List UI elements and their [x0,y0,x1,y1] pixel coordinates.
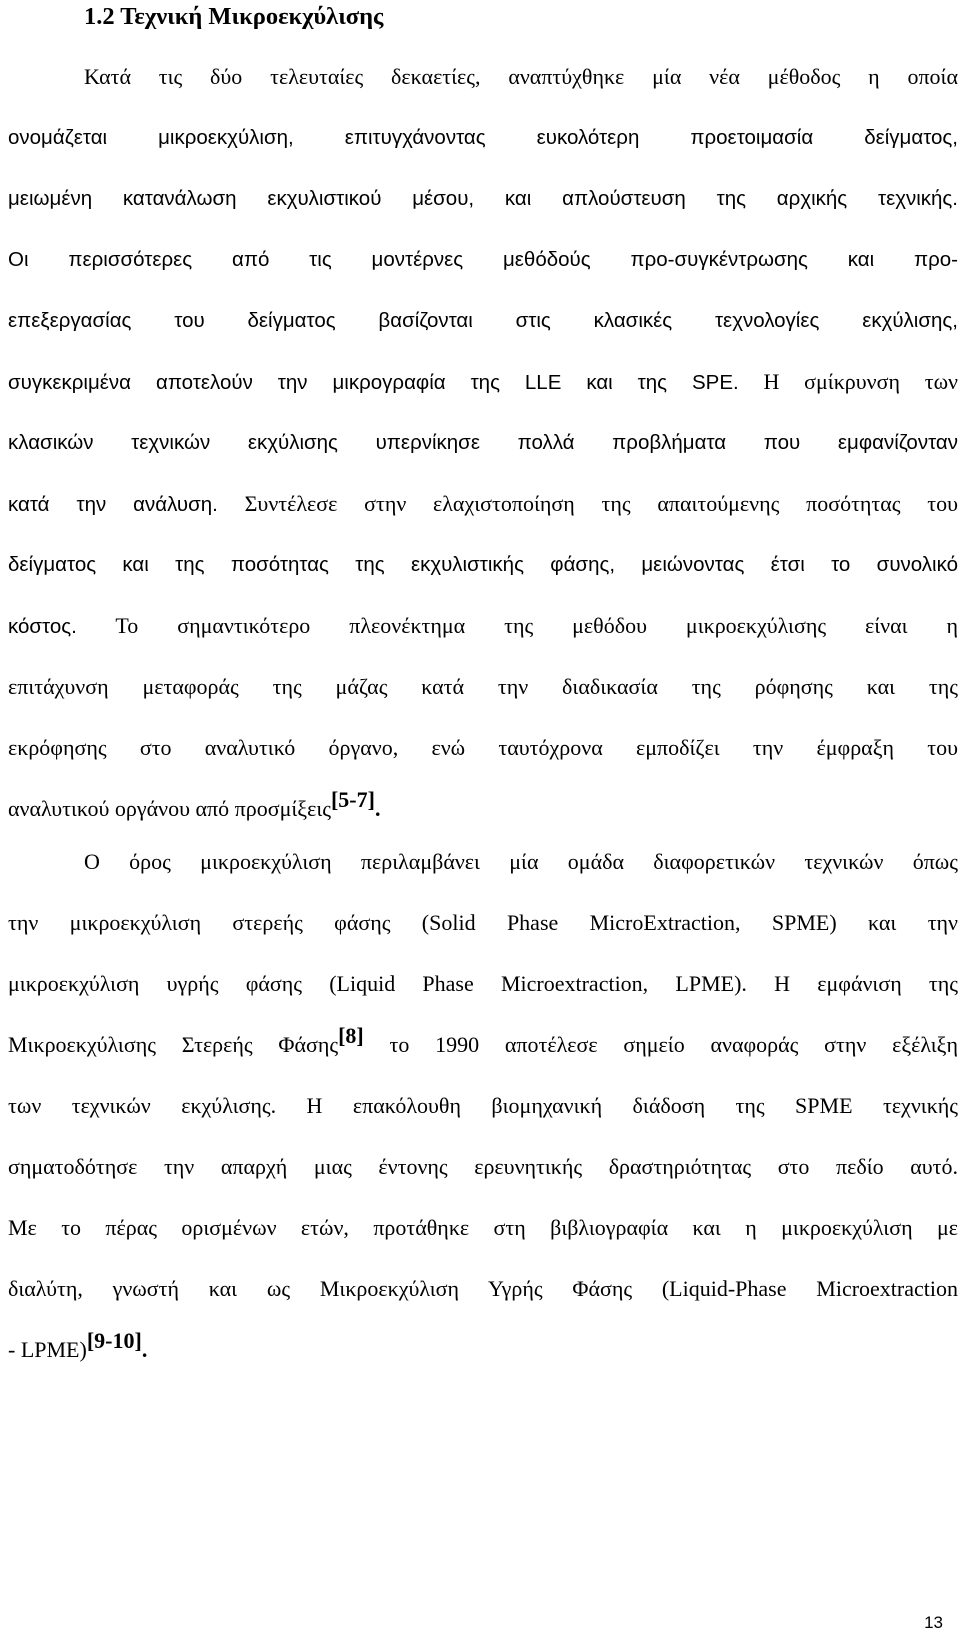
text-line [8,1319,958,1380]
text-line [8,46,958,107]
text-line [8,1197,958,1258]
text-run: μειωμένη κατανάλωση εκχυλιστικού μέσου, και απλούστευση της αρχικής τεχνικής. [8,187,958,210]
text-line [8,595,958,656]
text-line [8,534,958,595]
text-line [8,412,958,473]
text-run: Μικροεκχύλισης Στερεής Φάσης [8,1032,339,1057]
text-run: επιτάχυνση μεταφοράς της μάζας κατά την διαδικασία της ρόφησης και της [8,674,958,699]
text-run: το 1990 αποτέλεσε σημείο αναφοράς στην εξέλιξη [363,1032,958,1057]
text-line [8,107,958,168]
text-run: ονομάζεται μικροεκχύλιση, επιτυγχάνοντας ευκολότερη προετοιμασία δείγματος, [8,126,958,149]
text-run: Ο όρος μικροεκχύλιση περιλαμβάνει μία ομάδα διαφορετικών τεχνικών όπως [84,849,958,874]
text-run: επεξεργασίας του δείγματος βασίζονται στις κλασικές τεχνολογίες εκχύλισης, [8,309,958,332]
text-run: μικροεκχύλιση υγρής φάσης (Liquid Phase Microextraction, LPME). Η εμφάνιση της [8,971,958,996]
text-line [8,351,958,412]
text-line [8,831,958,892]
section-heading: 1.2 Τεχνική Μικροεκχύλισης [84,3,384,30]
page-number: 13 [924,1613,943,1632]
citation-superscript: [9-10] [86,1328,142,1353]
text-line [8,473,958,534]
text-run: την μικροεκχύλιση στερεής φάσης (Solid Phase MicroExtraction, SPME) και την [8,910,958,935]
text-run: Συντέλεσε στην ελαχιστοποίηση της απαιτούμενης ποσότητας του [217,491,958,516]
text-line [8,778,958,839]
text-line [8,1014,958,1075]
text-run: δείγματος και της ποσότητας της εκχυλιστικής φάσης, μειώνοντας έτσι το συνολικό [8,553,958,576]
text-line [8,1075,958,1136]
text-run: συγκεκριμένα αποτελούν την μικρογραφία της LLE και της SPE. [8,371,739,394]
text-run: Με το πέρας ορισμένων ετών, προτάθηκε στη βιβλιογραφία και η μικροεκχύλιση με [8,1215,958,1240]
text-line [8,656,958,717]
text-run: κόστος. [8,615,77,638]
sentence-end: . [374,796,381,821]
paragraph-1 [8,46,958,839]
text-line [8,290,958,351]
text-run: κλασικών τεχνικών εκχύλισης υπερνίκησε πολλά προβλήματα που εμφανίζονταν [8,431,958,454]
text-line [8,717,958,778]
text-run: - LPME) [8,1337,87,1362]
text-line [8,229,958,290]
text-line [8,953,958,1014]
text-run: εκρόφησης στο αναλυτικό όργανο, ενώ ταυτόχρονα εμποδίζει την έμφραξη του [8,735,958,760]
citation-superscript: [5-7] [330,787,375,812]
text-line [8,168,958,229]
text-run: διαλύτη, γνωστή και ως Μικροεκχύλιση Υγρής Φάσης (Liquid-Phase Microextraction [8,1276,958,1301]
sentence-end: . [141,1337,148,1362]
text-run: Η σμίκρυνση των [738,369,958,394]
text-run: των τεχνικών εκχύλισης. Η επακόλουθη βιομηχανική διάδοση της SPME τεχνικής [8,1093,958,1118]
text-line [8,1136,958,1197]
paragraph-2 [8,831,958,1380]
text-line [8,892,958,953]
text-run: κατά την ανάλυση. [8,493,218,516]
text-run: Το σημαντικότερο πλεονέκτημα της μεθόδου μικροεκχύλισης είναι η [76,613,958,638]
citation-superscript: [8] [338,1023,364,1048]
text-run: σηματοδότησε την απαρχή μιας έντονης ερευνητικής δραστηριότητας στο πεδίο αυτό. [8,1154,958,1179]
text-line [8,1258,958,1319]
text-run: αναλυτικού οργάνου από προσμίξεις [8,796,331,821]
text-run: Κατά τις δύο τελευταίες δεκαετίες, αναπτύχθηκε μία νέα μέθοδος η οποία [84,64,958,89]
text-run: Οι περισσότερες από τις μοντέρνες μεθόδούς προ-συγκέντρωσης και προ- [8,248,958,271]
